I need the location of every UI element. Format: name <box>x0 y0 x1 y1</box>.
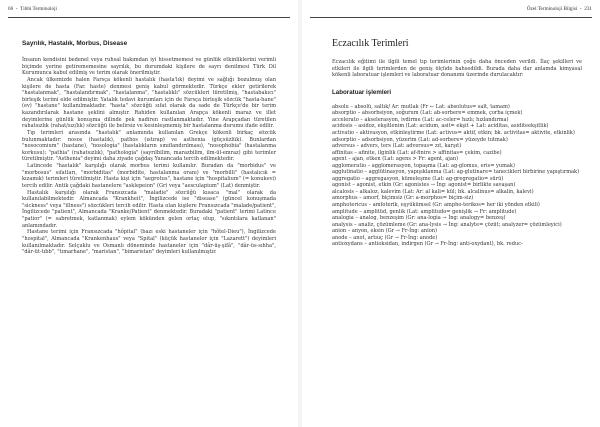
subsection-title: Laboratuar işlemleri <box>332 88 392 96</box>
glossary-list <box>332 104 582 248</box>
glossary-entry: acidosis – asidoz, ekşitlenim (Lat: acidum, asit= ekşit + Lat: aciditas, asiditeekşitlik) <box>332 123 549 130</box>
section-title: Sayrılık, Hastalık, Morbus, Disease <box>22 40 128 47</box>
glossary-entry: agglutinatio – agglütinasyon, yapışıklanma (Lat: ag-glutinare= tanecikleri birbirine yapıştırmak) <box>332 169 580 176</box>
intro-paragraph: Eczacılık eğitimi ile ilgili temel tıp terimlerinin çoğu daha önceden verildi. İlaç şekilleri ve etkileri ile ilgili terimlerden de geniş ölçüde bahsedildi. Burada daha dar anlamda kimyasal kökenli laboratuar işlemleri ve laboratuar donanımı üzerinde durulacaktır: <box>332 59 582 79</box>
glossary-entry: agent – ajan, etken (Lat: agens > Fr: agent, ajan) <box>332 156 459 163</box>
body-paragraph: Tıp terimleri arasında "hastalık" anlamında kullanılan Grekçe kökenli birkaç sözcük bulunmaktadır: nosos (hastalık), pathos (ıstırap) ve asthenia (güçsüzlük). Bunlardan "nosocomium" (hastane), "nosologia" (hastalıkların sınıflandırılması), "nosophobia" (hastalanma korkusu); "pathia" (rahatsızlık), "pathologia" (sayrılbilim, marazbilim, ilm-ül-emraz) gibi terimler türetilmiştir. "Asthenia" deyimi daha ziyade çağdaş Yunancada tercih edilmektedir. <box>22 129 276 163</box>
glossary-entry: antioxydans – antioksidan, indirgen (Gr → Fr-İng: anti-oxydant), bk. reduc- <box>332 241 523 248</box>
glossary-entry: anion – anyon, eksin (Gr → Fr-İng: anion) <box>332 228 437 235</box>
glossary-entry: agglomeratio – agglomerasyon, topaşma (Lat: ag-glomus, eris= yumak) <box>332 162 515 169</box>
right-head-rule <box>310 17 592 18</box>
glossary-entry: accelerato – akselerasyon, ivdirme (Lat: ac-celer= hızlı; hızlandırma) <box>332 116 509 123</box>
left-page-number: 66 <box>8 6 14 12</box>
glossary-entry: amplitude – amplitüd, genlik (Lat: amplitudo= genişlik → Fr: amplitude) <box>332 208 517 215</box>
left-text-column <box>22 40 276 256</box>
left-running-title: Tıbbi Terminoloji <box>20 6 57 12</box>
right-text-column <box>332 38 582 248</box>
glossary-entry: amorphus – amorf, biçimsiz (Gr: a-morphos= biçim-siz) <box>332 195 474 202</box>
glossary-entry: activatio – aktivasyon, etkinleştirme (Lat: activus= aktif, etkin; bk. activitas= aktivite, etkinlik) <box>332 129 575 136</box>
glossary-entry: absolu – absolü, saltık/ Ar: mutlak (Fr ← Lat: absolutus= salt, tamam) <box>332 103 510 110</box>
glossary-entry: adsorptio – adsorbsiyon, yüzerim (Lat: ad-sorbere= yüzeyde tutmak) <box>332 136 508 143</box>
glossary-entry: adversus – advers, ters (Lat: adversus= zıt, karşıt) <box>332 143 462 150</box>
glossary-entry: affinitas – afinite, ilginlik (Lat: af-finire > affinitas= çekim, cazibe) <box>332 149 502 156</box>
body-paragraph: Ancak ülkemizde halen Farsça kökenli hastalık (hasta'lık) deyimi ve sağlığı bozulmuş olan kişilere de hasta (Far. haste) denmesi geniş kabul görmektedir. Türkçe ekler getirilerek "hastalanmak", "hastalandırmak", "hastalanma", "hastalıklı" sözcükleri türetilmiş, "hastabakıcı" birleşik terimi elde edilmiştir. Yatalık tedavi kurumları için de Farsça birleşik sözcük "hasta-hane" (ev) "hastane" kullanılmaktadır. "hasta" sözcüğü sıfat olarak da sade de Türkçe'de bir terim kazandırılarak hastane şeklini almıştır. Rahiden kullanılan Arapça kökenli maraz ve illet deyimlerine günlük konuşma dilinde pek nadiren rastlanmaktadır. Yine Arapçadan türetilen rahatsızlık (rahat/sız/lık) sözcüğü ile belirsiz ve kesinleşmemiş bir hastalanma durumu ifade edilir. <box>22 76 276 130</box>
body-paragraph: Hastalık karşılığı olarak Fransızcada "maladie" sözcüğü kısaca "mal" olarak da kullanılabilmektedir. Almancada "Krankheit", İngilizcede ise "disease" (güncel konuşmada "sickness" veya "illness") sözcükleri tercih edilir. Hasta olan kişilere Fransızcada "malade/patient", İngilizcede "patient", Almancada "Kranke/Patient" denmektedir. Buradaki "patient" terimi Latince "patior" (= sabretmek, katlanmak) eylem kökünden gelen ortaç olup, "sıkıntılara katlanan" anlamındadır. <box>22 189 276 229</box>
left-running-head: 66 - Tıbbi Terminoloji <box>8 6 57 12</box>
glossary-entry: aggregatio – aggregasyon, kümeleşme (Lat: ag-gregregatio= sürü) <box>332 175 504 182</box>
chapter-title: Eczacılık Terimleri <box>332 38 409 49</box>
glossary-entry: absorptio – absorbsiyon, soğurum (Lat: ab-sorbere= emmek, çorba içmek) <box>332 110 523 117</box>
glossary-entry: analysis – analiz, çözümleme (Gr: ana-lysis → İng: analyte= çözüt; analyzer= çözümleyici) <box>332 221 562 228</box>
right-running-title: Özel Terminoloji Bilgisi <box>526 6 578 12</box>
right-page-number: 231 <box>584 6 592 12</box>
body-paragraph: İnsanın kendisini bedenel veya ruhsal bakımdan iyi hissetmemesi ve günlük etkinliklerini verimli biçimde yerine getirememesine sayrılık, bu durumdaki kişilere de sayrı denilmesi Türk Dil Kurumunca kabul edilmiş ve terim olarak önerilmiştir. <box>22 57 276 77</box>
left-page <box>0 0 298 427</box>
body-paragraph: Hastane terimi için Fransızcada "hôpital" (bazı eski hastaneler için "hôtel-Dieu"), İngilizcede "hospital", Almancada "Krankenhaus" veya "Spital" (küçük hastaneler için "Lazarett") deyimleri kullanılmaktadır. Selçuklu ve Osmanlı döneminde hastaneler için "dâr-üş-şifâ", "dâr-üs-sıhha", "dâr-üt-tıbb", "tımarhane", "maristan", "bimaristan" deyimleri kullanılmıştır. <box>22 229 276 256</box>
glossary-entry: alcalosis – alkaloz, kalevim (Lat: Ar: al kali= kül; bk. alcalinus= alkalin, kalevi) <box>332 188 534 195</box>
right-page <box>302 0 600 427</box>
right-running-head: Özel Terminoloji Bilgisi - 231 <box>526 6 592 12</box>
glossary-entry: anode – anot, artıuç (Gr → Fr-İng: anode) <box>332 234 438 241</box>
glossary-entry: amphotericus – amfoterik, eşyükümsel (Gr: ampho-terikos= her iki yönden etkili) <box>332 201 540 208</box>
left-head-rule <box>8 17 290 18</box>
glossary-entry: analogia – analog, benzeşim (Gr: ana-logia → İng: analogy= benzeş) <box>332 215 506 222</box>
body-paragraph: Latincede "hastalık" karşılığı olarak morbus terimi kullanılır. Buradan da "morbidus" ve "morbosus" sıfatları, "morbiditas" (morbidite, hastalanma oranı) ve "morbilli" (hastalıcık = kızamık) terimleri türetilmiştir. Hasta kişi için "aegrotus", hastane için "hospitalium" (= konukevi) tercih edilir. Antik çağdaki hastanelere "asklepeion" (Gr) veya "aesculapium" (Lat) denmiştir. <box>22 163 276 189</box>
glossary-entry: agonist – agonist, etkin (Gr: agonistes → İng: agonist= birlikte savaşan) <box>332 182 516 189</box>
